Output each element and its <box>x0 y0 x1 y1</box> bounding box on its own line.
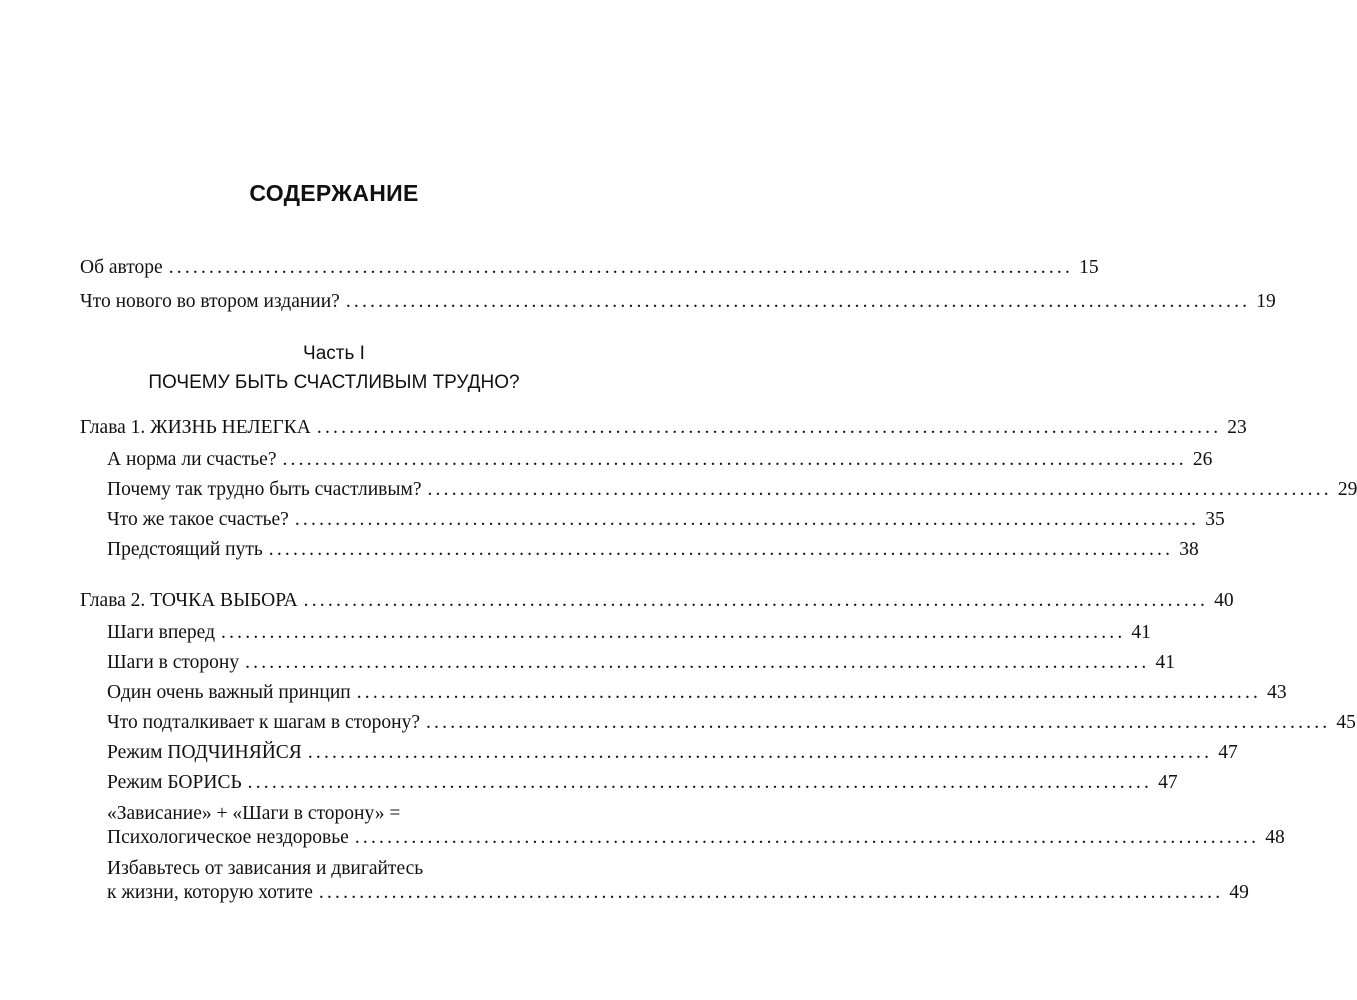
toc-entry-label: А норма ли счастье? <box>107 449 277 470</box>
toc-section[interactable] <box>107 536 1199 564</box>
toc-section[interactable] <box>107 769 1178 797</box>
toc-entry-label: Шаги в сторону <box>107 652 240 673</box>
toc-entry-page: 40 <box>1214 590 1234 611</box>
toc-entry-label: Почему так трудно быть счастливым? <box>107 479 422 500</box>
toc-leader-dots: ................................................................................................................ <box>425 712 1331 733</box>
toc-entry-page: 35 <box>1205 509 1225 530</box>
toc-chapter-2[interactable] <box>80 587 1234 615</box>
toc-leader-dots: ................................................................................................................ <box>318 882 1224 903</box>
toc-leader-dots: ................................................................................................................ <box>247 772 1153 793</box>
toc-leader-dots: ................................................................................................................ <box>356 682 1262 703</box>
toc-entry-label: Что же такое счастье? <box>107 509 289 530</box>
toc-entry-page: 23 <box>1227 417 1247 438</box>
toc-leader-dots: ................................................................................................................ <box>168 257 1074 278</box>
toc-entry-label: Психологическое нездоровье <box>107 827 349 848</box>
toc-section[interactable] <box>107 649 1175 677</box>
toc-leader-dots: ................................................................................................................ <box>427 479 1332 500</box>
toc-entry-label: Режим БОРИСЬ <box>107 772 242 793</box>
toc-leader-dots: ................................................................................................................ <box>294 509 1200 530</box>
toc-section[interactable] <box>107 739 1238 767</box>
toc-entry-label: Глава 1. ЖИЗНЬ НЕЛЕГКА <box>80 417 311 438</box>
toc-entry-label: Шаги вперед <box>107 622 216 643</box>
toc-entry-about-author[interactable] <box>80 254 1099 282</box>
toc-section-multiline[interactable] <box>107 879 1249 907</box>
toc-section[interactable] <box>107 476 1357 504</box>
toc-entry-page: 41 <box>1155 652 1175 673</box>
toc-entry-page: 19 <box>1256 291 1276 312</box>
toc-entry-label: Что нового во втором издании? <box>80 291 340 312</box>
toc-entry-page: 45 <box>1336 712 1356 733</box>
toc-section[interactable] <box>107 679 1287 707</box>
toc-leader-dots: ................................................................................................................ <box>307 742 1213 763</box>
page-title: СОДЕРЖАНИЕ <box>249 180 419 206</box>
toc-entry-page: 43 <box>1267 682 1287 703</box>
toc-entry-page: 26 <box>1192 449 1213 470</box>
toc-leader-dots: ................................................................................................................ <box>221 622 1126 643</box>
toc-section-line-1[interactable]: Избавьтесь от зависания и двигайтесь <box>107 858 424 879</box>
toc-entry-label: Режим ПОДЧИНЯЙСЯ <box>107 742 302 763</box>
toc-leader-dots: ................................................................................................................ <box>245 652 1150 673</box>
toc-entry-page: 15 <box>1079 257 1099 278</box>
toc-entry-page: 47 <box>1158 772 1178 793</box>
toc-entry-label: Глава 2. ТОЧКА ВЫБОРА <box>80 590 298 611</box>
toc-leader-dots: ................................................................................................................ <box>354 827 1260 848</box>
toc-entry-whats-new[interactable] <box>80 288 1276 316</box>
toc-section[interactable] <box>107 506 1225 534</box>
toc-section[interactable] <box>107 709 1356 737</box>
toc-leader-dots: ................................................................................................................ <box>268 539 1174 560</box>
toc-entry-page: 38 <box>1179 539 1199 560</box>
part-title: ПОЧЕМУ БЫТЬ СЧАСТЛИВЫМ ТРУДНО? <box>148 372 520 393</box>
toc-entry-page: 29 <box>1337 479 1357 500</box>
toc-entry-label: Предстоящий путь <box>107 539 263 560</box>
toc-entry-page: 49 <box>1229 882 1249 903</box>
toc-section-multiline[interactable] <box>107 824 1285 852</box>
toc-entry-page: 48 <box>1265 827 1285 848</box>
toc-leader-dots: ................................................................................................................ <box>303 590 1209 611</box>
part-number: Часть I <box>303 343 365 364</box>
toc-entry-page: 41 <box>1131 622 1151 643</box>
toc-entry-label: к жизни, которую хотите <box>107 882 313 903</box>
toc-leader-dots: ................................................................................................................ <box>282 449 1187 470</box>
toc-entry-label: Один очень важный принцип <box>107 682 351 703</box>
toc-entry-label: Что подталкивает к шагам в сторону? <box>107 712 420 733</box>
toc-section[interactable] <box>107 619 1151 647</box>
toc-chapter-1[interactable] <box>80 414 1247 442</box>
toc-section[interactable] <box>107 446 1213 474</box>
toc-leader-dots: ................................................................................................................ <box>345 291 1251 312</box>
toc-leader-dots: ................................................................................................................ <box>316 417 1222 438</box>
toc-section-line-1[interactable]: «Зависание» + «Шаги в сторону» = <box>107 803 401 824</box>
toc-entry-page: 47 <box>1218 742 1238 763</box>
toc-entry-label: Об авторе <box>80 257 163 278</box>
